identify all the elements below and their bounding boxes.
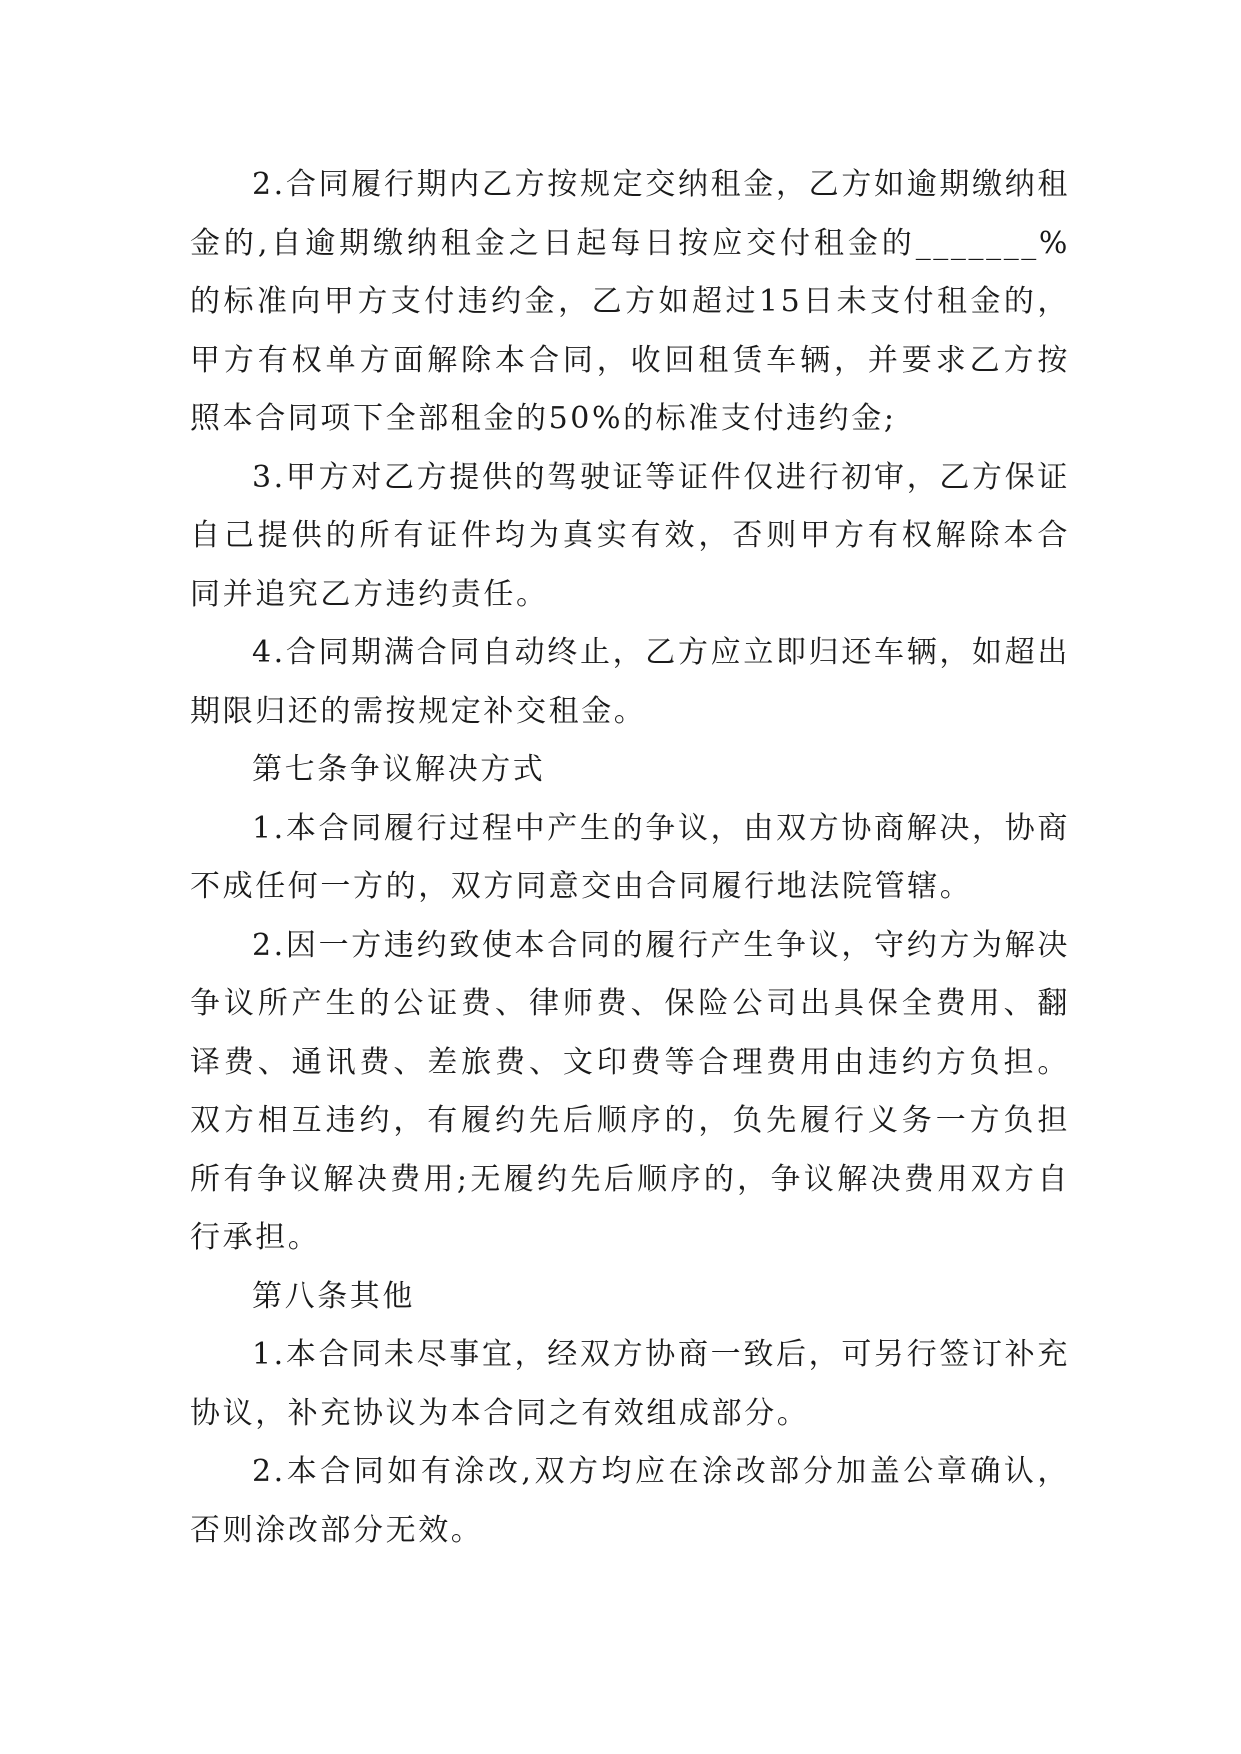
clause-7-1: 1.本合同履行过程中产生的争议，由双方协商解决，协商不成任何一方的，双方同意交由合同履行地法院管辖。	[190, 810, 1070, 904]
clause-6-3: 3.甲方对乙方提供的驾驶证等证件仅进行初审，乙方保证自己提供的所有证件均为真实有效，否则甲方有权解除本合同并追究乙方违约责任。	[190, 459, 1070, 612]
clause-8-1: 1.本合同未尽事宜，经双方协商一致后，可另行签订补充协议，补充协议为本合同之有效组成部分。	[190, 1337, 1070, 1431]
clause-6-2: 2.合同履行期内乙方按规定交纳租金，乙方如逾期缴纳租金的,自逾期缴纳租金之日起每日按应交付租金的_______%的标准向甲方支付违约金，乙方如超过15日未支付租金的，甲方有权单方面解除本合同，收回租赁车辆，并要求乙方按照本合同项下全部租金的50%的标准支付违约金;	[190, 167, 1070, 436]
article-7-heading: 第七条争议解决方式	[252, 752, 546, 787]
clause-6-4: 4.合同期满合同自动终止，乙方应立即归还车辆，如超出期限归还的需按规定补交租金。	[190, 635, 1070, 729]
clause-7-2: 2.因一方违约致使本合同的履行产生争议，守约方为解决争议所产生的公证费、律师费、保险公司出具保全费用、翻译费、通讯费、差旅费、文印费等合理费用由违约方负担。双方相互违约，有履约先后顺序的，负先履行义务一方负担所有争议解决费用;无履约先后顺序的，争议解决费用双方自行承担。	[190, 927, 1070, 1255]
article-8-heading: 第八条其他	[252, 1278, 415, 1314]
document-body	[190, 156, 1070, 1560]
clause-8-2: 2.本合同如有涂改,双方均应在涂改部分加盖公章确认，否则涂改部分无效。	[190, 1454, 1070, 1548]
